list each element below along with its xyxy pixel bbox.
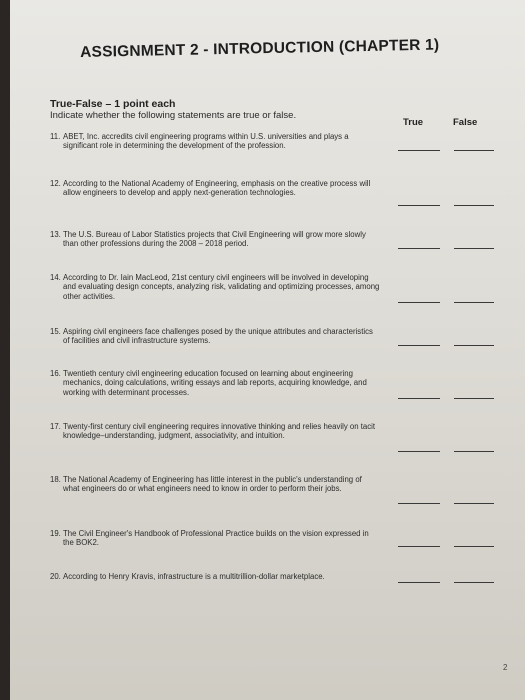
answer-blank-true[interactable] <box>398 345 440 346</box>
question-text: According to Henry Kravis, infrastructure is a multitrillion-dollar marketplace. <box>63 572 325 581</box>
question-item <box>50 179 380 198</box>
answer-blank-false[interactable] <box>454 503 494 504</box>
answer-blank-true[interactable] <box>398 205 440 206</box>
question-text: The National Academy of Engineering has little interest in the public's understanding of what engineers do or what engineers need to know in order to perform their jobs. <box>63 475 362 494</box>
answer-blank-false[interactable] <box>454 248 494 249</box>
question-number: 19. <box>50 529 61 538</box>
question-item <box>50 529 380 548</box>
question-number: 18. <box>50 475 61 484</box>
question-text: According to Dr. Iain MacLeod, 21st century civil engineers will be involved in developing and evaluating design concepts, analyzing risk, validating and optimizing processes, among other activities. <box>63 273 380 301</box>
column-header-false: False <box>453 117 478 128</box>
answer-blank-false[interactable] <box>454 345 494 346</box>
question-item <box>50 422 380 441</box>
worksheet-page <box>10 0 525 700</box>
question-text: According to the National Academy of Engineering, emphasis on the creative process will allow engineers to develop and apply next-generation technologies. <box>63 179 371 198</box>
question-number: 15. <box>50 327 61 336</box>
question-text: The U.S. Bureau of Labor Statistics projects that Civil Engineering will grow more slowly than other professions during the 2008 – 2018 period. <box>63 230 366 249</box>
question-item <box>50 327 380 346</box>
question-number: 17. <box>50 422 61 431</box>
section-instructions: Indicate whether the following statements are true or false. <box>50 110 297 121</box>
question-text: Aspiring civil engineers face challenges posed by the unique attributes and characteristics of facilities and civil infrastructure systems. <box>63 327 373 346</box>
answer-blank-true[interactable] <box>398 582 440 583</box>
answer-blank-false[interactable] <box>454 398 494 399</box>
answer-blank-false[interactable] <box>454 582 494 583</box>
answer-blank-false[interactable] <box>454 150 494 151</box>
answer-blank-false[interactable] <box>454 546 494 547</box>
question-item <box>50 475 380 494</box>
question-text: The Civil Engineer's Handbook of Professional Practice builds on the vision expressed in the BOK2. <box>63 529 369 548</box>
answer-blank-true[interactable] <box>398 398 440 399</box>
answer-blank-true[interactable] <box>398 503 440 504</box>
question-item <box>50 230 380 249</box>
answer-blank-false[interactable] <box>454 451 494 452</box>
question-number: 12. <box>50 179 61 188</box>
question-text: Twenty-first century civil engineering requires innovative thinking and relies heavily on tacit knowledge–understanding, judgment, associativity, and intuition. <box>63 422 376 441</box>
question-number: 14. <box>50 273 61 282</box>
answer-blank-true[interactable] <box>398 451 440 452</box>
section-heading: True-False – 1 point each <box>50 98 176 110</box>
answer-blank-true[interactable] <box>398 150 440 151</box>
answer-blank-true[interactable] <box>398 302 440 303</box>
page-number: 2 <box>503 663 508 672</box>
answer-blank-false[interactable] <box>454 302 494 303</box>
column-header-true: True <box>403 117 424 128</box>
question-number: 20. <box>50 572 61 581</box>
question-number: 11. <box>50 132 61 141</box>
question-item <box>50 369 380 397</box>
question-text: ABET, Inc. accredits civil engineering programs within U.S. universities and plays a significant role in determining the development of the profession. <box>63 132 349 151</box>
question-number: 13. <box>50 230 61 239</box>
question-number: 16. <box>50 369 61 378</box>
question-item <box>50 572 400 581</box>
answer-blank-true[interactable] <box>398 546 440 547</box>
answer-blank-true[interactable] <box>398 248 440 249</box>
question-item <box>50 273 380 301</box>
answer-blank-false[interactable] <box>454 205 494 206</box>
page-title: ASSIGNMENT 2 - INTRODUCTION (CHAPTER 1) <box>80 36 440 61</box>
question-text: Twentieth century civil engineering education focused on learning about engineering mechanics, doing calculations, writing essays and lab reports, acquiring knowledge, and working with determinant processes. <box>63 369 367 397</box>
question-item <box>50 132 380 151</box>
